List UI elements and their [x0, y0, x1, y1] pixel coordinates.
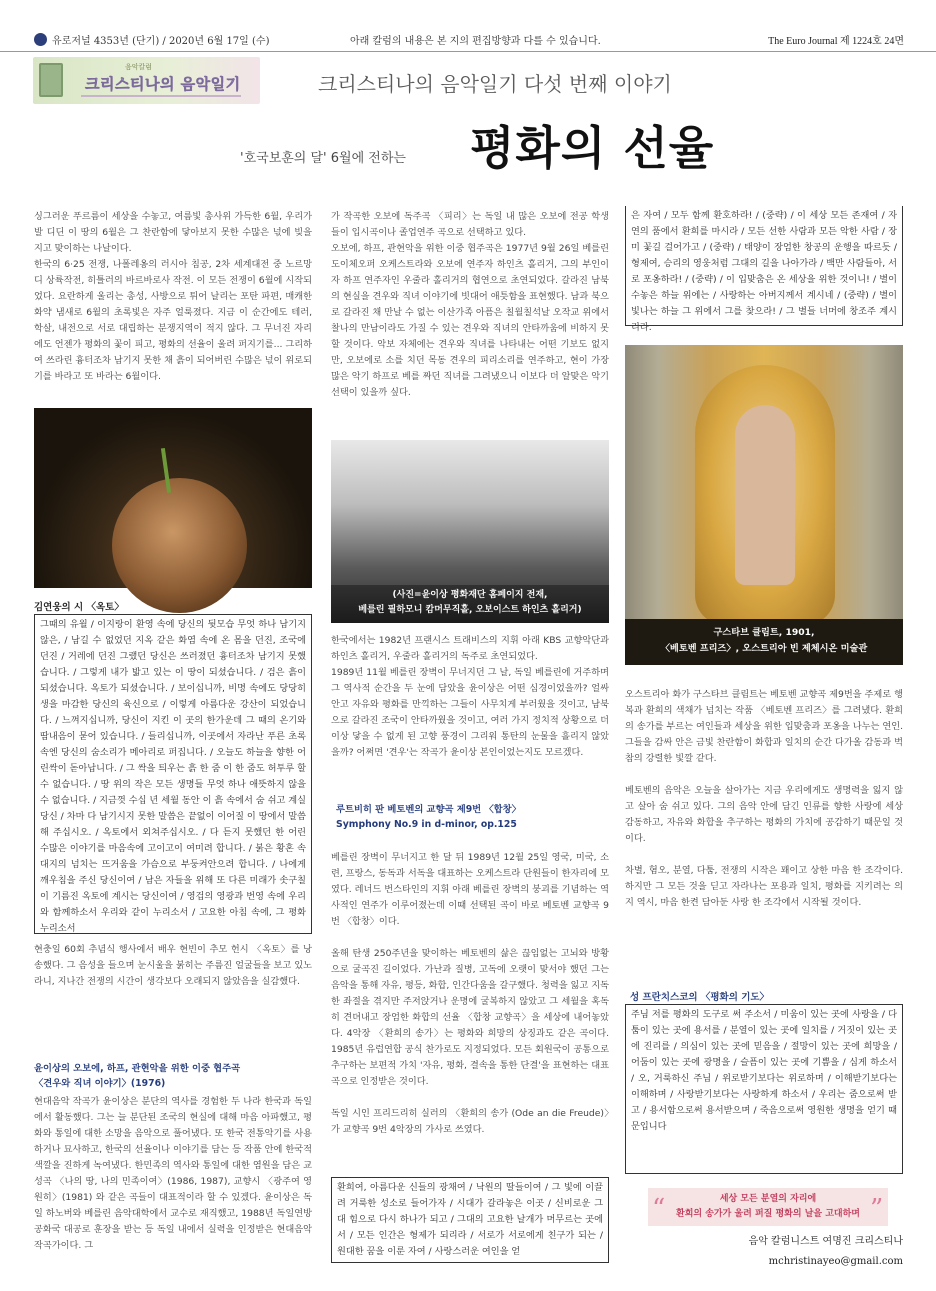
concert-photo-caption — [331, 585, 609, 623]
concert-caption-line-2: 베를린 필하모니 캄머무직홀, 오보이스트 하인츠 홀리거) — [358, 605, 582, 615]
earth-globe-image — [112, 478, 247, 613]
klimt-caption-line-1: 구스타브 클림트, 1901, — [713, 627, 815, 638]
col2-para-3: 한국에서는 1982년 프랜시스 트래비스의 지휘 아래 KBS 교향악단과 하인츠 홀리거, 우줄라 홀리거의 독주로 초연되었다. — [331, 635, 609, 662]
col1-para-2: 한국의 6·25 전쟁, 나폴레옹의 러시아 침공, 2차 세계대전 중 노르망디 상륙작전, 히틀러의 바르바로사 작전. 이 모든 전쟁이 6월에 시작되었다. 요란하게 울리는 총성, 사방으로 튀어 날리는 포탄 파편, 매캐한 화약 냄새로 6월의 초록빛은 자주 얼룩졌다. 지금 이 순간에도 테러, 학살, 내전으로 서로 대립하는 분쟁지역이 적지 않다. 그 무너진 자리에도 언젠가 평화의 꽃이 피고, 평화의 선율이 울려 퍼지기를... 그리하여 쓰라린 흉터조차 남기지 못한 채 흙이 되어버린 수많은 넋이 위로되기를 바라고 또 바라는 6월이다. — [34, 259, 312, 382]
col2-para-2: 오보에, 하프, 관현악을 위한 이중 협주곡은 1977년 9월 26일 베를린 도이체오퍼 오케스트라와 오보에 연주자 하인츠 홀리거, 그의 부인이자 하프 연주자인 우줄라 홀리거의 협연으로 초연되었다. 갈라진 남북의 현실을 견우와 직녀 이야기에 빗대어 애틋함을 표현했다. 남과 북으로 갈라진 채 만날 수 없는 이산가족 아픔은 칠월칠석날 오작교 위에서 찰나의 만남이라도 가질 수 있는 견우와 직녀의 안타까움에 비하지 못할 것이다. 악보 자체에는 견우와 직녀를 나타내는 어떤 기보도 없지만, 오보에로 소를 치던 목동 견우의 피리소리를 연주하고, 현이 가장 많은 악기 하프로 베를 짜던 직녀를 그려냈으니 이보다 더 알맞은 악기 선택이 있을까 싶다. — [331, 243, 609, 398]
sprout-photo — [34, 408, 312, 588]
open-quote-icon: “ — [652, 1194, 666, 1224]
music-book-icon — [39, 63, 63, 97]
badge-underline — [81, 95, 241, 97]
prayer-text: 주님 저를 평화의 도구로 써 주소서 / 미움이 있는 곳에 사랑을 / 다툼이 있는 곳에 용서를 / 분열이 있는 곳에 일치를 / 거짓이 있는 곳에 진리를 / 의심이 있는 곳에 믿음을 / 절망이 있는 곳에 희망을 / 어둠이 있는 곳에 광명을 / 슬픔이 있는 곳에 기쁨을 / 심게 하소서 / 오, 거룩하신 주님 / 위로받기보다는 위로하며 / 이해받기보다는 이해하며 / 사랑받기보다는 사랑하게 하소서 / 우리는 줌으로써 받고 / 용서함으로써 용서받으며 / 죽음으로써 영원한 생명을 얻기 때문입니다 — [631, 1009, 897, 1132]
badge-title: 크리스티나의 음악일기 — [85, 75, 241, 93]
prayer-box — [625, 1004, 903, 1174]
badge-subtitle: 음악칼럼 — [125, 63, 153, 71]
poem-box — [34, 614, 312, 934]
col1-intro-para: 싱그러운 푸르름이 세상을 수놓고, 여름빛 총사위 가득한 6월, 우리가 발 디딘 이 땅의 6월은 그 찬란함에 닿아보지 못한 수많은 넋에 빚을 지고 맞이하는 나날이다. — [34, 211, 312, 254]
concert-photo — [331, 440, 609, 623]
journal-logo-icon — [34, 33, 47, 46]
col2-section-subtitle: Symphony No.9 in d-minor, op.125 — [336, 819, 517, 830]
klimt-photo-caption — [625, 619, 903, 665]
poem-title: 김연웅의 시 〈옥토〉 — [34, 602, 124, 613]
col3-para-2: 베토벤의 음악은 오늘을 살아가는 지금 우리에게도 생명력을 잃지 않고 살아 숨 쉬고 있다. 그의 음악 안에 담긴 인류를 향한 사랑에 세상 감동하고, 자유와 화합을 추구하는 평화의 가치에 공감하기 때문일 것이다. — [625, 785, 903, 844]
col2-middle — [331, 633, 609, 793]
header-issue: The Euro Journal 제 1224호 24면 — [768, 36, 904, 47]
col1-section-subtitle: 〈견우와 직녀 이야기〉(1976) — [34, 1078, 166, 1089]
ode-box — [331, 1177, 609, 1263]
article-subhead: 크리스티나의 음악일기 다섯 번째 이야기 — [318, 72, 672, 96]
col3-body — [625, 687, 903, 951]
col1-para-4 — [34, 1094, 312, 1262]
klimt-caption-line-2: 〈베토벤 프리즈〉, 오스트리아 빈 제체시온 미술관 — [660, 643, 868, 654]
poem-text: 그때의 유월 / 이지랑이 환영 속에 당신의 뒷모습 무엇 하나 남기지 않은, / 남길 수 없었던 지옥 같은 화염 속에 온 몸을 던진, 조국에 던진 / 거레에 던진 그랬던 당신은 쓰러졌던 흉터조차 남기지 못했습니다. / 그렇게 내가 밟고 있는 이 땅이 되셨습니다. / 검은 흙이 되셨습니다. 옥토가 되셨습니다. / 보이십니까, 비명 속에도 당당히 생을 마감한 당신의 육신으로 / 이렇게 아름다운 강산이 되었습니다. / 느껴지십니까, 당신이 지킨 이 곳의 한가운데 그 때의 온기와 땀내음이 묻어 있습니다. / 들리십니까, 이곳에서 자라난 푸른 초록 속엔 당신의 숨소리가 메아리로 퍼집니다. / 오늘도 하늘을 향한 어린싹이 돋아납니다. / 그 싹을 틔우는 흙 한 줌 이 한 줌도 허투루 할 수 없습니다. / 땅 위의 작은 모든 생명들 무엇 하나 애뜻하지 않을 수 없습니다. / 지금껏 수십 년 세월 동안 이 흙 속에서 숨 쉬고 계실 당신 / 차마 다 남기시지 못한 말씀은 끝없이 이어질 이 땅에서 말씀해 주십시오. / 옥토에서 외쳐주십시오. / 다 듣지 못했던 한 어린 수많은 이야기를 마음속에 고이고이 여미려 합니다. / 붉은 황혼 속 대지의 넘치는 뜨거움을 가슴으로 부둥켜안으려 합니다. / 나에게 깨우침을 주신 당신이여 / 남은 자들을 위해 또 다른 미래가 솟구칠 이 기름진 옥토에 계시는 당신이여 / 영겁의 영광과 번영 속에 우리와 함께하소서 우리와 같이 누리소서 / 고요한 아침 속에, 그 평화 누리소서 — [40, 619, 306, 934]
author-block — [749, 1232, 903, 1272]
col2-para-7: 독일 시인 프리드리히 실러의 〈환희의 송가 (Ode an die Freude)〉가 교향곡 9번 4악장의 가사로 쓰였다. — [331, 1108, 609, 1135]
ode-text: 환희여, 아름다운 신들의 광채여 / 낙원의 딸들이여 / 그 빛에 이끌려 거룩한 성소로 들어가자 / 시대가 갈라놓은 이곳 / 신비로운 그대 힘으로 다시 하나가 되고 / 그대의 고요한 날개가 머무르는 곳에서 / 모든 인간은 형제가 되리라 / 서로가 서로에게 친구가 되는 / 원대한 꿈을 이룬 자여 / 사랑스러운 여인을 얻 — [337, 1182, 603, 1257]
col1-para-3-text: 현충일 60회 추념식 행사에서 배우 현빈이 추모 헌시 〈옥토〉를 낭송했다. 그 음성을 들으며 눈시울을 붉히는 주름진 얼굴들을 보고 있노라니, 지나간 전쟁의 시간이 생각보다 오래되지 않았음을 실감했다. — [34, 944, 312, 987]
prayer-title: 성 프란치스코의 〈평화의 기도〉 — [630, 992, 770, 1003]
col2-para-6: 올해 탄생 250주년을 맞이하는 베토벤의 삶은 끊임없는 고뇌와 방황으로 굴곡진 길이었다. 가난과 질병, 고독에 오랫이 맞서야 했던 그는 음악을 통해 자유, 평등, 화합, 인간다움을 갈구했다. 청력을 잃고 지독한 좌절을 겪지만 주저앉거나 운명에 굴복하지 않았고 그 세월을 혹독히 견뎌내고 장엄한 화합의 선율 〈합창 교향곡〉을 세상에 내어놓았다. 4악장 〈환희의 송가〉는 평화와 희망의 상징과도 같은 곡이다. 1985년 유럽연합 공식 찬가로도 지정되었다. 모든 회원국이 공통으로 추구하는 보편적 가치 '자유, 평화, 결속을 통한 단결'을 표현하는 대표곡으로 인정받은 것이다. — [331, 948, 609, 1087]
article-kicker: '호국보훈의 달' 6월에 전하는 — [240, 151, 406, 166]
col1-section-title: 윤이상의 오보에, 하프, 관현악을 위한 이중 협주곡 — [34, 1063, 241, 1074]
col3-para-1: 오스트리아 화가 구스타브 클림트는 베토벤 교향곡 제9번을 주제로 행복과 환희의 색채가 넘치는 작품 〈베토벤 프리즈〉를 그려냈다. 환희의 송가를 부르는 여인들과 세상을 위한 입맞춤과 포옹을 나누는 연인. 그들을 감싸 안은 금빛 찬란함이 화합과 일치의 순간 다가올 감동과 벅참의 강렬한 빛깔 같다. — [625, 689, 903, 764]
col1-intro — [34, 209, 312, 405]
column-badge — [33, 57, 260, 104]
author-email: mchristinayeo@gmail.com — [768, 1256, 903, 1267]
article-headline: 평화의 선율 — [470, 121, 715, 175]
col2-para-5: 베를린 장벽이 무너지고 한 달 뒤 1989년 12월 25일 영국, 미국, 소련, 프랑스, 동독과 서독을 대표하는 오케스트라 단원들이 한자리에 모였다. 레너드 번스타인의 지휘 아래 베를린 장벽의 붕괴를 기념하는 역사적인 연주가 이루어졌는데 이때 선택된 곡이 바로 베토벤 교향곡 9번 〈합창〉이다. — [331, 852, 609, 927]
header-disclaimer: 아래 칼럼의 내용은 본 지의 편집방향과 다를 수 있습니다. — [350, 36, 601, 47]
col2-para-4: 1989년 11월 베를린 장벽이 무너지던 그 날, 독일 베를린에 거주하며 그 역사적 순간을 두 눈에 담았을 윤이상은 어떤 심경이었을까? 얼싸안고 자유와 평화를 만끽하는 그들이 사무치게 부러웠을 것이고, 남북으로 갈라진 조국이 안타까웠을 것이고, 여러 가지 정치적 상황으로 더이상 닿을 수 없게 된 고향 풍경이 그리워 통탄의 눈물을 흘리지 않았을까? 어쩌면 '견우'는 작곡가 윤이상 본인이었는지도 모르겠다. — [331, 667, 609, 758]
col2-top — [331, 209, 609, 431]
header-date: 유로저널 4353년 (단기) / 2020년 6월 17일 (수) — [52, 36, 270, 47]
author-name: 음악 칼럼니스트 여명진 크리스티나 — [748, 1236, 903, 1247]
ode-text-continued: 은 자여 / 모두 함께 환호하라! / (중략) / 이 세상 모든 존재여 / 자연의 품에서 환희를 마시라 / 모든 선한 사람과 모든 악한 사람 / 장미 꽃길 걸어가고 / (중략) / 태양이 장엄한 창공의 운행을 따르듯 / 형제여, 승리의 영웅처럼 그대의 길을 나아가라 / 백만 사람들아, 서로 포옹하라! / (중략) / 이 입맞춤은 온 세상을 위한 것이니! / 별이 수놓은 하늘 위에는 / 사랑하는 아버지께서 계시네 / (중략) / 별이 빛나는 하늘 그 위에서 그를 찾으라! / 그 별들 너머에 창조주 계시리라. — [631, 210, 897, 333]
ode-box-continued — [625, 206, 903, 333]
concert-caption-line-1: (사진=윤이상 평화재단 홈페이지 전재, — [392, 590, 548, 600]
close-quote-icon: ” — [870, 1194, 884, 1224]
quote-line-1: 세상 모든 분열의 자리에 — [719, 1194, 817, 1204]
closing-quote — [648, 1188, 888, 1226]
col1-para-3 — [34, 942, 312, 1054]
col3-para-3: 차별, 혐오, 분열, 다툼, 전쟁의 시작은 꽤이고 상한 마음 한 조각이다. 하지만 그 모든 것을 딛고 자라나는 포용과 일치, 평화를 지키려는 의지 역시, 마음 한켠 담아둔 사랑 한 조각에서 시작될 것이다. — [625, 865, 903, 908]
col1-para-4-text: 현대음악 작곡가 윤이상은 분단의 역사를 경험한 두 나라 한국과 독일에서 활동했다. 그는 늘 분단된 조국의 현실에 대해 마음 아파했고, 평화와 통일에 대한 소망을 음악으로 풀어냈다. 또 한국 전통악기를 사용하거나 묘사하고, 한국의 선율이나 이야기를 담는 등 작품 안에 한국적 색깔을 진하게 녹여냈다. 한민족의 역사와 통일에 대한 염원을 담은 교성곡 〈나의 땅, 나의 민족이여〉(1986, 1987), 교향시 〈광주여 영원히〉(1981) 와 같은 곡들이 대표적이라 할 수 있겠다. 윤이상은 독일 하노버와 베를린 음악대학에서 교수로 재직했고, 1988년 독일연방공화국 대공로 훈장을 받는 등 독일 내에서 실력을 인정받은 현대음악 작곡가이다. 그 — [34, 1096, 312, 1251]
quote-line-2: 환희의 송가가 울려 퍼질 평화의 날을 고대하며 — [676, 1209, 860, 1219]
klimt-frieze-photo — [625, 345, 903, 665]
col2-lower — [331, 850, 609, 1170]
col2-section-title: 루트비히 판 베토벤의 교향곡 제9번 〈합창〉 — [336, 804, 521, 815]
col2-para-1: 가 작곡한 오보에 독주곡 〈피리〉는 독일 내 많은 오보에 전공 학생들이 입시곡이나 졸업연주 곡으로 선택하고 있다. — [331, 211, 609, 238]
embracing-figures-image — [735, 405, 795, 585]
